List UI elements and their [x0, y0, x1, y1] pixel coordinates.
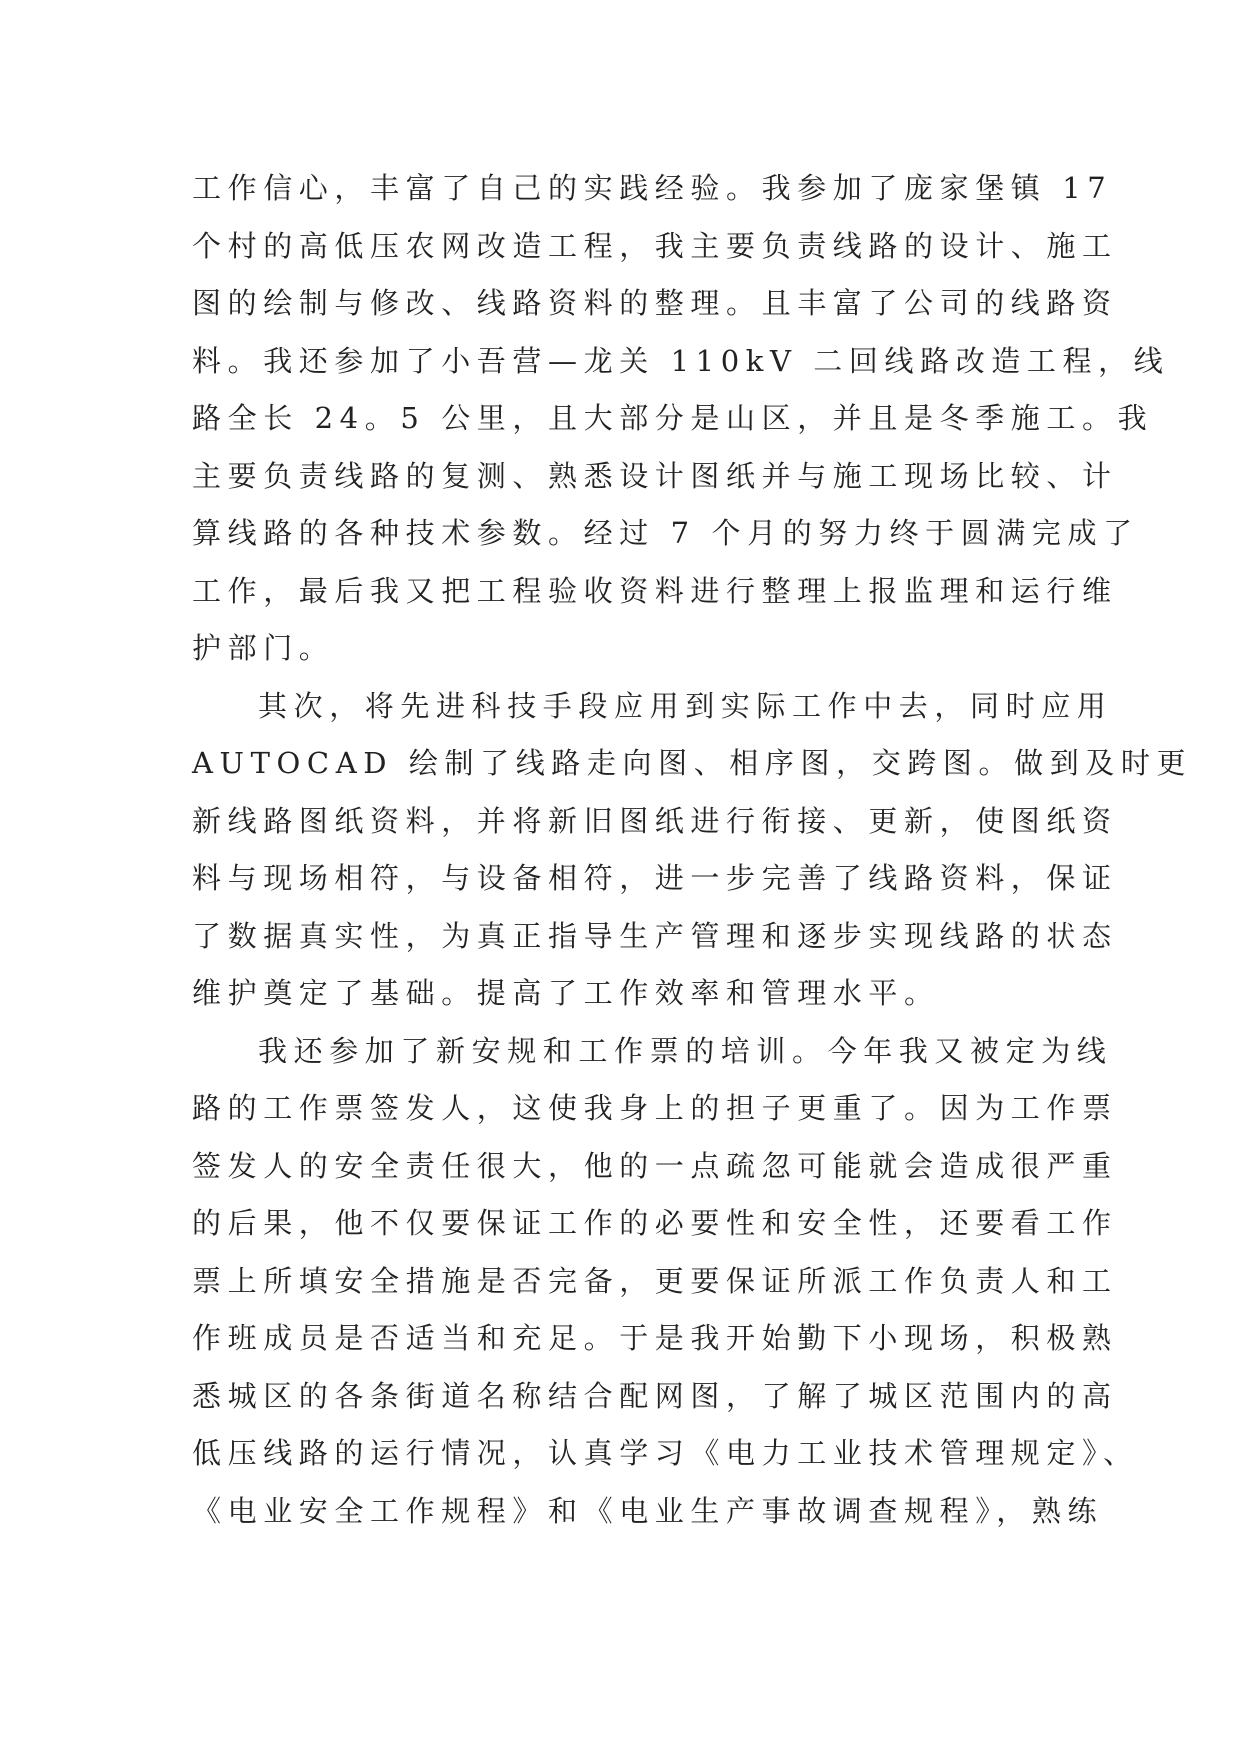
text-line: 新线路图纸资料，并将新旧图纸进行衔接、更新，使图纸资: [192, 803, 1118, 838]
text-line: AUTOCAD 绘制了线路走向图、相序图，交跨图。做到及时更: [192, 746, 1193, 780]
text-line: 签发人的安全责任很大，他的一点疏忽可能就会造成很严重: [192, 1148, 1118, 1183]
paragraph-first-line: 其次，将先进科技手段应用到实际工作中去，同时应用: [258, 688, 1113, 723]
text-line: 《电业安全工作规程》和《电业生产事故调查规程》，熟练: [192, 1493, 1104, 1528]
text-line: 个村的高低压农网改造工程，我主要负责线路的设计、施工: [192, 228, 1118, 263]
text-line: 维护奠定了基础。提高了工作效率和管理水平。: [192, 976, 940, 1010]
text-line: 图的绘制与修改、线路资料的整理。且丰富了公司的线路资: [192, 286, 1118, 320]
text-line: 路的工作票签发人，这使我身上的担子更重了。因为工作票: [192, 1091, 1118, 1125]
text-line: 主要负责线路的复测、熟悉设计图纸并与施工现场比较、计: [192, 458, 1118, 493]
text-line: 工作信心，丰富了自己的实践经验。我参加了庞家堡镇 17: [192, 171, 1113, 205]
text-line: 路全长 24。5 公里，且大部分是山区，并且是冬季施工。我: [192, 401, 1154, 435]
text-line: 票上所填安全措施是否完备，更要保证所派工作负责人和工: [192, 1263, 1118, 1298]
document-body: [192, 160, 1193, 1540]
text-line: 的后果，他不仅要保证工作的必要性和安全性，还要看工作: [192, 1206, 1118, 1240]
text-line: 料。我还参加了小吾营—龙关 110kV 二回线路改造工程，线: [192, 343, 1170, 378]
text-line: 料与现场相符，与设备相符，进一步完善了线路资料，保证: [192, 861, 1118, 895]
text-line: 工作，最后我又把工程验收资料进行整理上报监理和运行维: [192, 573, 1118, 608]
text-line: 了数据真实性，为真正指导生产管理和逐步实现线路的状态: [192, 918, 1118, 953]
text-line: 悉城区的各条街道名称结合配网图，了解了城区范围内的高: [192, 1378, 1118, 1413]
text-line: 护部门。: [192, 631, 335, 665]
text-line: 作班成员是否适当和充足。于是我开始勤下小现场，积极熟: [192, 1321, 1118, 1355]
text-line: 算线路的各种技术参数。经过 7 个月的努力终于圆满完成了: [192, 516, 1139, 550]
text-line: 低压线路的运行情况，认真学习《电力工业技术管理规定》、: [192, 1436, 1139, 1470]
paragraph-first-line: 我还参加了新安规和工作票的培训。今年我又被定为线: [258, 1033, 1113, 1068]
